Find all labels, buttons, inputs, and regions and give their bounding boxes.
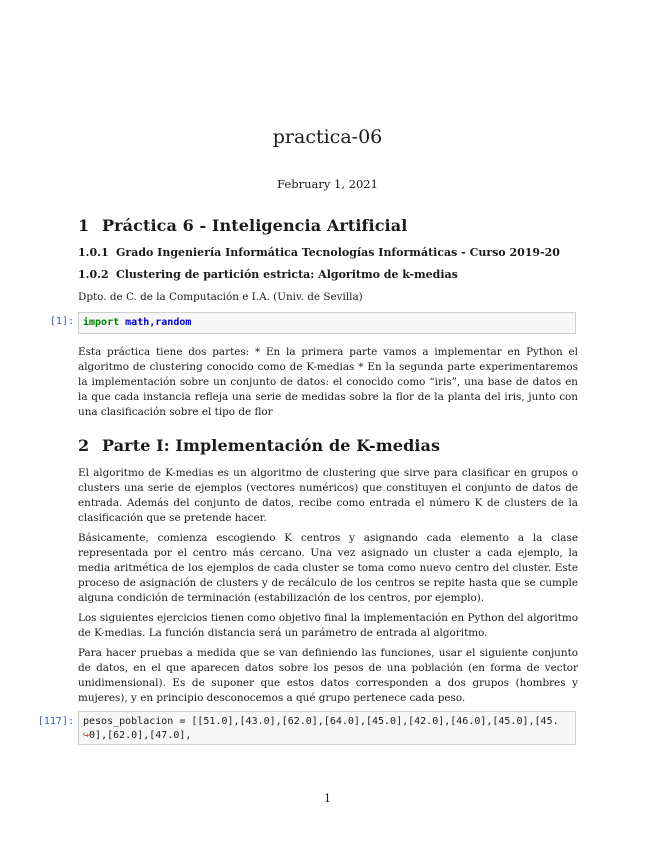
- section-2-heading: [78, 436, 440, 455]
- subsection-title: Clustering de partición estricta: Algoritmo de k-medias: [116, 268, 458, 281]
- affiliation-text: Dpto. de C. de la Computación e I.A. (Univ. de Sevilla): [78, 291, 363, 303]
- subsection-number: 1.0.1: [78, 246, 109, 259]
- paragraph-objective: Los siguientes ejercicios tienen como objetivo final la implementación en Python del algoritmo de K-medias. La función distancia será un parámetro de entrada al algoritmo.: [78, 612, 578, 639]
- document-title: practica-06: [272, 126, 383, 148]
- page-number: 1: [324, 792, 331, 805]
- continuation-arrow-icon: ↪: [83, 730, 90, 741]
- paragraph-kmedias-process: Básicamente, comienza escogiendo K centros y asignando cada elemento a la clase representada por el centro más cercano. Una vez asignado un cluster a cada ejemplo, la media aritmética de los ejemplos de cada cluster se toma como nuevo centro del cluster. Este proceso de asignación de clusters y de recálculo de los centros se repite hasta que se cumple alguna condición de terminación (estabilización de los centros, por ejemplo).: [78, 532, 578, 604]
- cell-prompt: [1]:: [49, 316, 74, 327]
- subsection-1-0-2-heading: [78, 268, 458, 281]
- cell-prompt: [117]:: [37, 716, 74, 727]
- code-line: 0],[62.0],[47.0],: [89, 730, 192, 741]
- section-title: Parte I: Implementación de K-medias: [102, 436, 441, 455]
- code-keyword: import: [83, 317, 120, 328]
- paragraph-kmedias-intro: El algoritmo de K-medias es un algoritmo de clustering que sirve para clasificar en grupos o clusters una serie de ejemplos (vectores numéricos) que constituyen el conjunto de datos de entrada. Además del conjunto de datos, recibe como entrada el número K de clusters de la clasificación que se pretende hacer.: [78, 467, 578, 524]
- code-cell-pesos[interactable]: [78, 711, 576, 745]
- document-date: February 1, 2021: [277, 177, 378, 191]
- intro-paragraph: Esta práctica tiene dos partes: * En la primera parte vamos a implementar en Python el algoritmo de clustering conocido como de K-medias * En la segunda parte experimentaremos la implementación sobre un conjunto de datos: el conocido como “iris”, una base de datos en la que cada instancia refleja una serie de medidas sobre la flor de la planta del iris, junto con una clasificación sobre el tipo de flor: [78, 346, 578, 418]
- section-number: 1: [78, 216, 90, 235]
- subsection-number: 1.0.2: [78, 268, 109, 281]
- code-line: pesos_poblacion = [[51.0],[43.0],[62.0],[64.0],[45.0],[42.0],[46.0],[45.0],[45.: [83, 716, 559, 727]
- code-cell-import[interactable]: [78, 312, 576, 334]
- section-title: Práctica 6 - Inteligencia Artificial: [102, 216, 408, 235]
- subsection-1-0-1-heading: [78, 246, 560, 259]
- paragraph-test-data: Para hacer pruebas a medida que se van definiendo las funciones, usar el siguiente conjunto de datos, en el que aparecen datos sobre los pesos de una población (en forma de vector unidimensional). Es de suponer que estos datos corresponden a dos grupos (hombres y mujeres), y en principio desconocemos a qué grupo pertenece cada peso.: [78, 647, 578, 704]
- section-number: 2: [78, 436, 90, 455]
- subsection-title: Grado Ingeniería Informática Tecnologías Informáticas - Curso 2019-20: [116, 246, 560, 259]
- section-1-heading: [78, 216, 407, 235]
- code-modules: math,random: [125, 317, 192, 328]
